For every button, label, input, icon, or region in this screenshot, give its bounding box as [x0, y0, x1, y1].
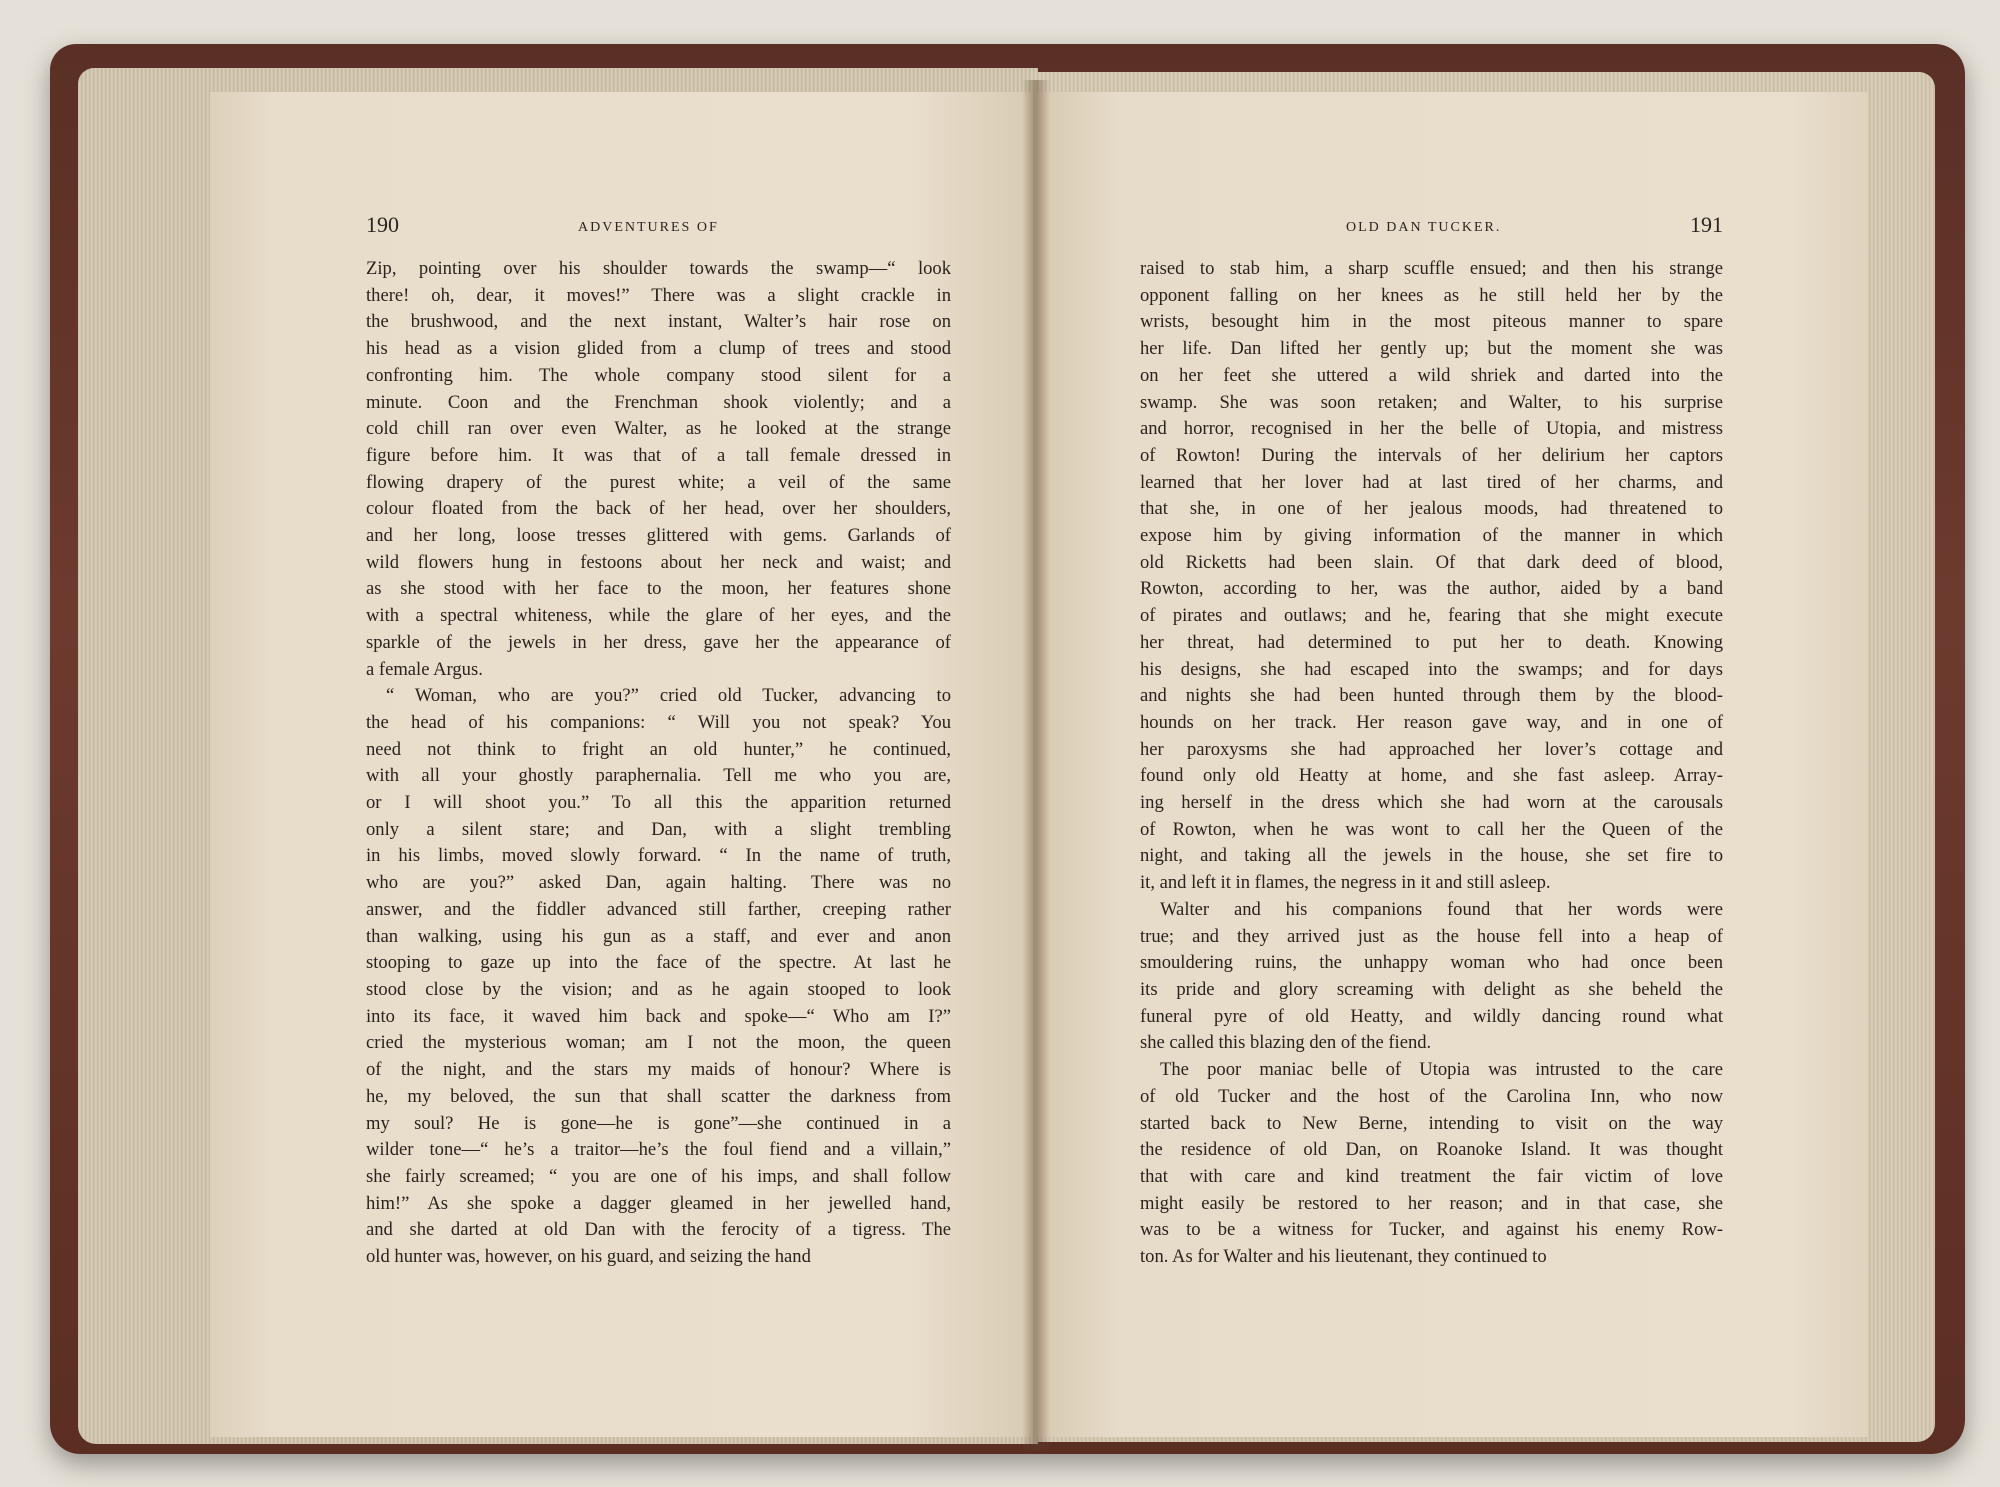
book-gutter — [1022, 80, 1050, 1450]
text-line: colour floated from the back of her head, over her shoulders, — [366, 498, 951, 520]
text-line: was to be a witness for Tucker, and against his enemy Row- — [1140, 1219, 1723, 1241]
text-line: with a spectral whiteness, while the glare of her eyes, and the — [366, 605, 951, 627]
text-line: ing herself in the dress which she had worn at the carousals — [1140, 792, 1723, 814]
text-line: on her feet she uttered a wild shriek and darted into the — [1140, 364, 1723, 386]
text-line: my soul? He is gone—he is gone”—she continued in a — [366, 1112, 951, 1134]
text-line: him!” As she spoke a dagger gleamed in her jewelled hand, — [366, 1192, 951, 1214]
text-line: confronting him. The whole company stood silent for a — [366, 364, 951, 386]
text-line: sparkle of the jewels in her dress, gave her the appearance of — [366, 631, 951, 653]
text-line: old hunter was, however, on his guard, and seizing the hand — [366, 1246, 811, 1268]
text-line: she fairly screamed; “ you are one of his imps, and shall follow — [366, 1165, 951, 1187]
text-line: and her long, loose tresses glittered with gems. Garlands of — [366, 525, 951, 547]
text-line: who are you?” asked Dan, again halting. There was no — [366, 872, 951, 894]
text-line: or I will shoot you.” To all this the apparition returned — [366, 792, 951, 814]
text-line: of the night, and the stars my maids of honour? Where is — [366, 1059, 951, 1081]
text-line: funeral pyre of old Heatty, and wildly dancing round what — [1140, 1005, 1723, 1027]
text-line: her threat, had determined to put her to death. Knowing — [1140, 631, 1723, 653]
left-running-head: ADVENTURES OF — [578, 220, 719, 235]
text-line: old Ricketts had been slain. Of that dark deed of blood, — [1140, 551, 1723, 573]
text-line: might easily be restored to her reason; and in that case, she — [1140, 1192, 1723, 1214]
text-line: of old Tucker and the host of the Carolina Inn, who now — [1140, 1085, 1723, 1107]
text-line: in his limbs, moved slowly forward. “ In the name of truth, — [366, 845, 951, 867]
text-line: Walter and his companions found that her words were — [1160, 898, 1723, 920]
text-line: and horror, recognised in her the belle of Utopia, and mistress — [1140, 418, 1723, 440]
text-line: cold chill ran over even Walter, as he looked at the strange — [366, 418, 951, 440]
left-page-header — [366, 212, 951, 242]
text-line: only a silent stare; and Dan, with a slight trembling — [366, 818, 951, 840]
text-line: the brushwood, and the next instant, Walter’s hair rose on — [366, 311, 951, 333]
text-line: raised to stab him, a sharp scuffle ensued; and then his strange — [1140, 258, 1723, 279]
text-line: The poor maniac belle of Utopia was intrusted to the care — [1160, 1059, 1723, 1081]
text-line: found only old Heatty at home, and she fast asleep. Array- — [1140, 765, 1723, 787]
text-line: figure before him. It was that of a tall female dressed in — [366, 444, 951, 466]
text-line: that with care and kind treatment the fair victim of love — [1140, 1165, 1723, 1187]
text-line: there! oh, dear, it moves!” There was a slight crackle in — [366, 284, 951, 306]
text-line: of Rowton, when he was wont to call her the Queen of the — [1140, 818, 1723, 840]
text-line: its pride and glory screaming with delight as she beheld the — [1140, 978, 1723, 1000]
text-line: swamp. She was soon retaken; and Walter, to his surprise — [1140, 391, 1723, 413]
text-line: a female Argus. — [366, 658, 483, 680]
text-line: of Rowton! During the intervals of her delirium her captors — [1140, 444, 1723, 466]
text-line: need not think to fright an old hunter,” he continued, — [366, 738, 951, 760]
right-running-head: OLD DAN TUCKER. — [1346, 220, 1502, 235]
text-line: expose him by giving information of the manner in which — [1140, 525, 1723, 547]
text-line: hounds on her track. Her reason gave way, and in one of — [1140, 711, 1723, 733]
text-line: the residence of old Dan, on Roanoke Island. It was thought — [1140, 1139, 1723, 1161]
text-line: her paroxysms she had approached her lover’s cottage and — [1140, 738, 1723, 760]
text-line: minute. Coon and the Frenchman shook violently; and a — [366, 391, 951, 413]
text-line: night, and taking all the jewels in the house, she set fire to — [1140, 845, 1723, 867]
text-line: the head of his companions: “ Will you not speak? You — [366, 711, 951, 733]
text-line: flowing drapery of the purest white; a veil of the same — [366, 471, 951, 493]
text-line: of pirates and outlaws; and he, fearing that she might execute — [1140, 605, 1723, 627]
text-line: started back to New Berne, intending to visit on the way — [1140, 1112, 1723, 1134]
text-line: her life. Dan lifted her gently up; but the moment she was — [1140, 338, 1723, 360]
right-page-header — [1140, 212, 1723, 242]
text-line: wild flowers hung in festoons about her neck and waist; and — [366, 551, 951, 573]
text-line: his designs, she had escaped into the swamps; and for days — [1140, 658, 1723, 680]
text-line: it, and left it in flames, the negress in it and still asleep. — [1140, 872, 1551, 894]
text-line: his head as a vision glided from a clump of trees and stood — [366, 338, 951, 360]
text-line: cried the mysterious woman; am I not the moon, the queen — [366, 1032, 951, 1054]
text-line: she called this blazing den of the fiend. — [1140, 1032, 1432, 1054]
text-line: and nights she had been hunted through them by the blood- — [1140, 685, 1723, 707]
text-line: wilder tone—“ he’s a traitor—he’s the foul fiend and a villain,” — [366, 1139, 951, 1161]
text-line: wrists, besought him in the most piteous manner to spare — [1140, 311, 1723, 333]
text-line: than walking, using his gun as a staff, and ever and anon — [366, 925, 951, 947]
left-page-number: 190 — [366, 212, 399, 237]
text-line: Rowton, according to her, was the author, aided by a band — [1140, 578, 1723, 600]
text-line: that she, in one of her jealous moods, had threatened to — [1140, 498, 1723, 520]
text-line: ton. As for Walter and his lieutenant, they continued to — [1140, 1246, 1547, 1268]
text-line: learned that her lover had at last tired of her charms, and — [1140, 471, 1723, 493]
text-line: he, my beloved, the sun that shall scatter the darkness from — [366, 1085, 951, 1107]
text-line: smouldering ruins, the unhappy woman who had once been — [1140, 952, 1723, 974]
text-line: answer, and the fiddler advanced still farther, creeping rather — [366, 898, 951, 920]
text-line: stooping to gaze up into the face of the spectre. At last he — [366, 952, 951, 974]
right-page-number: 191 — [1690, 212, 1723, 237]
text-line: into its face, it waved him back and spoke—“ Who am I?” — [366, 1005, 951, 1027]
text-line: Zip, pointing over his shoulder towards the swamp—“ look — [366, 258, 951, 279]
text-line: with all your ghostly paraphernalia. Tell me who you are, — [366, 765, 951, 787]
text-line: “ Woman, who are you?” cried old Tucker, advancing to — [386, 685, 951, 707]
text-line: and she darted at old Dan with the ferocity of a tigress. The — [366, 1219, 951, 1241]
text-line: true; and they arrived just as the house fell into a heap of — [1140, 925, 1723, 947]
text-line: as she stood with her face to the moon, her features shone — [366, 578, 951, 600]
text-line: stood close by the vision; and as he again stooped to look — [366, 978, 951, 1000]
left-page-body — [366, 256, 951, 1271]
right-page-body — [1140, 256, 1723, 1271]
text-line: opponent falling on her knees as he still held her by the — [1140, 284, 1723, 306]
